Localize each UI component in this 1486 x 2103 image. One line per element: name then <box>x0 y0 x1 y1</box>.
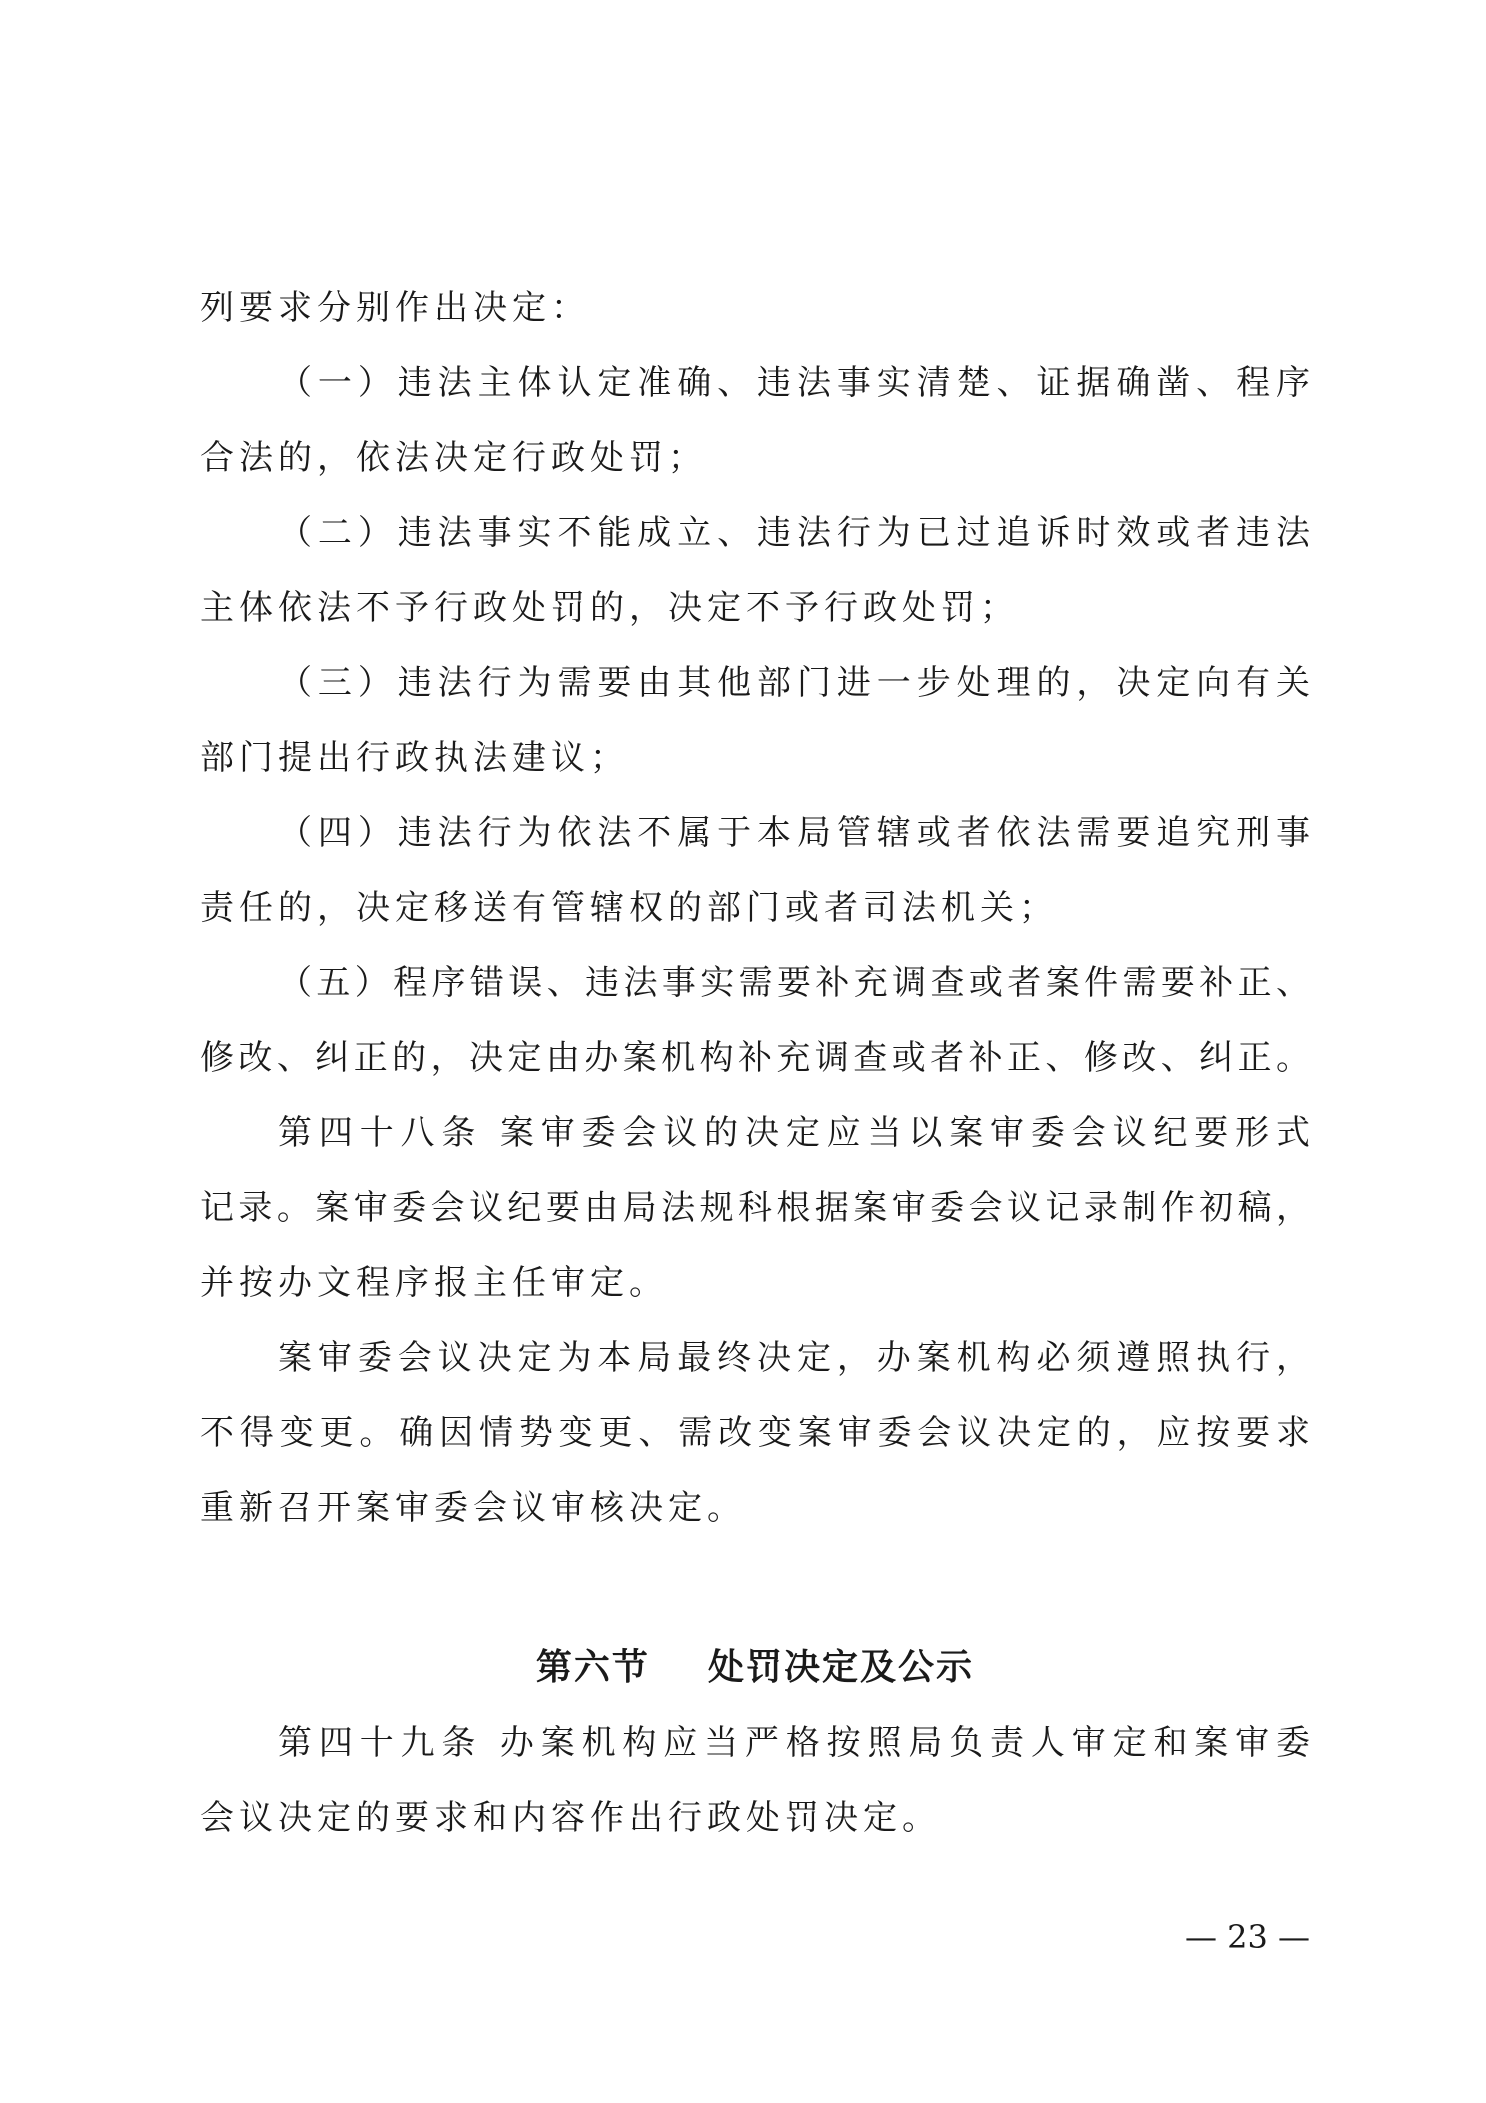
paragraph-line: 部门提出行政执法建议； <box>200 738 629 778</box>
paragraph-line: 主体依法不予行政处罚的，决定不予行政处罚； <box>200 588 1019 628</box>
paragraph-line: 合法的，依法决定行政处罚； <box>200 438 707 478</box>
paragraph-line: 修改、纠正的，决定由办案机构补充调查或者补正、修改、纠正。 <box>200 1038 1310 1078</box>
paragraph-line: 第四十八条 案审委会议的决定应当以案审委会议纪要形式 <box>278 1113 1310 1153</box>
paragraph-line: 不得变更。确因情势变更、需改变案审委会议决定的，应按要求 <box>200 1413 1310 1453</box>
paragraph-line: （一）违法主体认定准确、违法事实清楚、证据确凿、程序 <box>278 363 1310 403</box>
paragraph-line: 并按办文程序报主任审定。 <box>200 1263 668 1303</box>
paragraph-line: 会议决定的要求和内容作出行政处罚决定。 <box>200 1798 941 1838</box>
paragraph-line: 列要求分别作出决定： <box>200 288 590 328</box>
paragraph-line: 记录。案审委会议纪要由局法规科根据案审委会议记录制作初稿， <box>200 1188 1310 1228</box>
paragraph-line: 责任的，决定移送有管辖权的部门或者司法机关； <box>200 888 1058 928</box>
paragraph-line: 重新召开案审委会议审核决定。 <box>200 1488 746 1528</box>
section-title: 第六节 处罚决定及公示 <box>535 1647 975 1688</box>
paragraph-line: （四）违法行为依法不属于本局管辖或者依法需要追究刑事 <box>278 813 1310 853</box>
paragraph-line: 案审委会议决定为本局最终决定，办案机构必须遵照执行， <box>278 1338 1310 1378</box>
paragraph-line: （五）程序错误、违法事实需要补充调查或者案件需要补正、 <box>278 963 1310 1003</box>
paragraph-line: （二）违法事实不能成立、违法行为已过追诉时效或者违法 <box>278 513 1310 553</box>
paragraph-line: 第四十九条 办案机构应当严格按照局负责人审定和案审委 <box>278 1723 1310 1763</box>
page-number: — 23 — <box>1184 1918 1310 1956</box>
paragraph-line: （三）违法行为需要由其他部门进一步处理的，决定向有关 <box>278 663 1310 703</box>
